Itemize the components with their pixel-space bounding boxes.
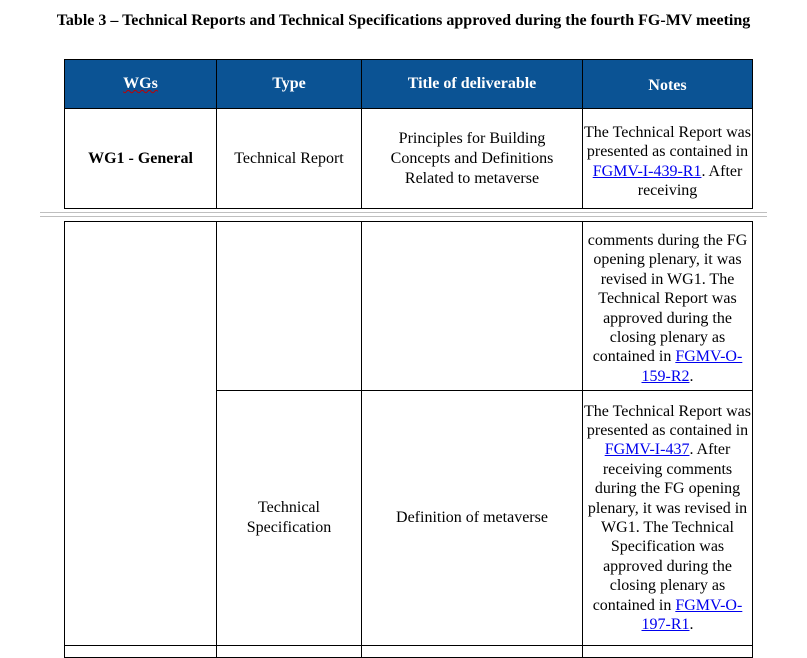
header-type: Type	[217, 60, 362, 109]
deliverable-title-cell-continued	[362, 222, 583, 391]
type-cell: Technical Specification	[217, 391, 362, 646]
deliverables-table-part-2	[64, 221, 753, 658]
document-link[interactable]: FGMV-I-437	[604, 441, 690, 459]
empty-cell	[583, 646, 753, 658]
type-cell: Technical Report	[217, 109, 362, 209]
empty-cell	[65, 646, 217, 658]
table-row	[65, 222, 753, 391]
type-cell-continued	[217, 222, 362, 391]
table-row	[65, 109, 753, 209]
deliverable-title-cell: Definition of metaverse	[362, 391, 583, 646]
wg-cell-continued	[65, 222, 217, 646]
page-break-line	[40, 212, 767, 213]
document-link[interactable]: FGMV-O-159-R2	[641, 348, 743, 385]
document-link[interactable]: FGMV-O-197-R1	[641, 596, 743, 634]
empty-cell	[217, 646, 362, 658]
deliverables-table-part-1	[64, 59, 753, 209]
header-row	[65, 60, 753, 109]
deliverable-title-cell: Principles for Building Concepts and Definitions Related to metaverse	[362, 109, 583, 209]
document-link[interactable]: FGMV-I-439-R1	[592, 162, 702, 180]
header-title: Title of deliverable	[362, 60, 583, 109]
table-caption: Table 3 – Technical Reports and Technical Specifications approved during the fourth FG-MV meeting	[56, 12, 751, 29]
header-notes: Notes	[583, 60, 753, 109]
page-break-line	[40, 216, 767, 217]
notes-cell: The Technical Report was presented as contained in FGMV-I-437. After receiving comments during the FG opening plenary, it was revised in WG1. The Technical Specification was approved during the closing plenary as contained in FGMV-O-197-R1.	[583, 391, 753, 646]
table-row	[65, 646, 753, 658]
notes-cell: The Technical Report was presented as contained in FGMV-I-439-R1. After receiving	[583, 109, 753, 209]
wg-cell: WG1 - General	[65, 109, 217, 209]
empty-cell	[362, 646, 583, 658]
notes-cell-continued: comments during the FG opening plenary, it was revised in WG1. The Technical Report was approved during the closing plenary as contained in FGMV-O-159-R2.	[583, 222, 753, 391]
header-wgs: WGs	[65, 60, 217, 109]
